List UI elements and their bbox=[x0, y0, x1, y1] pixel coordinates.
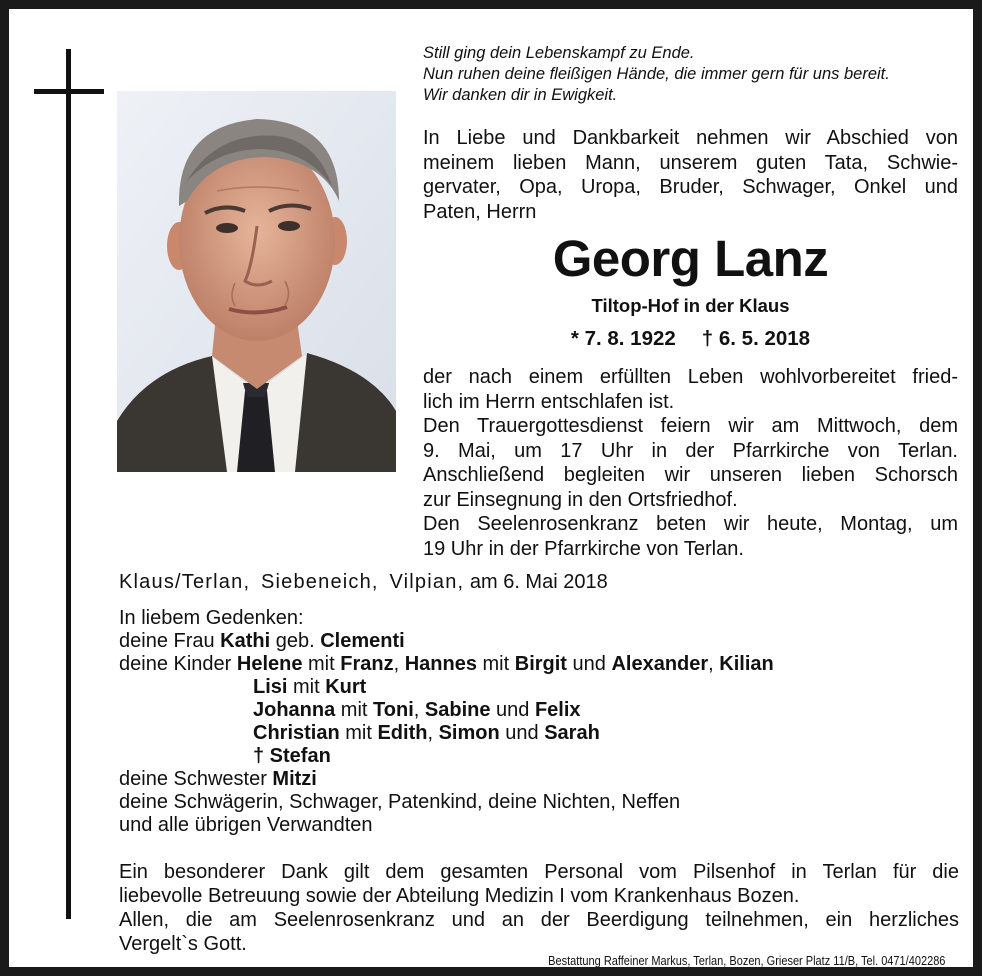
thanks-line: Allen, die am Seelenrosenkranz und an der Beerdigung teilnehmen, ein herzliches bbox=[119, 909, 959, 931]
body-line: Den Seelenrosenkranz beten wir heute, Montag, um bbox=[423, 513, 958, 535]
label: mit bbox=[302, 653, 341, 675]
thanks-line: liebevolle Betreuung sowie der Abteilung Medizin I vom Krankenhaus Bozen. bbox=[119, 885, 800, 907]
thanks-line: Ein besonderer Dank gilt dem gesamten Personal vom Pilsenhof in Terlan für die bbox=[119, 861, 959, 883]
quote-line: Wir danken dir in Ewigkeit. bbox=[423, 86, 618, 104]
family-child-row bbox=[119, 745, 959, 768]
grandchild-name: Edith bbox=[377, 722, 428, 744]
grandchild-name: Toni bbox=[373, 699, 414, 721]
location-date bbox=[119, 570, 679, 594]
family-wife bbox=[119, 630, 959, 653]
child-name: Alexander bbox=[611, 653, 709, 675]
label: , bbox=[427, 722, 439, 744]
label: mit bbox=[476, 653, 515, 675]
body-line: 19 Uhr in der Pfarrkirche von Terlan. bbox=[423, 537, 744, 560]
body-line: zur Einsegnung in den Ortsfriedhof. bbox=[423, 488, 738, 511]
death-date: † 6. 5. 2018 bbox=[701, 327, 811, 350]
label: und bbox=[490, 699, 535, 721]
child-name: Christian bbox=[253, 722, 340, 744]
family-relatives: deine Schwägerin, Schwager, Patenkind, deine Nichten, Neffen bbox=[119, 791, 681, 813]
cross-icon bbox=[66, 49, 71, 919]
deceased-name: Georg Lanz bbox=[552, 230, 829, 287]
cross-icon-bar bbox=[34, 89, 104, 94]
funeral-home-footer: Bestattung Raffeiner Markus, Terlan, Bozen, Grieser Platz 11/B, Tel. 0471/402286 bbox=[547, 954, 945, 968]
grandchild-name: Sarah bbox=[544, 722, 600, 744]
sister-name: Mitzi bbox=[272, 768, 317, 790]
label: , bbox=[393, 653, 405, 675]
partner-name: Franz bbox=[340, 653, 394, 675]
family-child-row bbox=[119, 722, 959, 745]
grandchild-name: Simon bbox=[438, 722, 500, 744]
body-line: der nach einem erfüllten Leben wohlvorbereitet fried- bbox=[423, 366, 958, 388]
thanks-line: Vergelt`s Gott. bbox=[119, 933, 247, 955]
partner-name: Birgit bbox=[514, 653, 567, 675]
birth-date: * 7. 8. 1922 bbox=[570, 327, 676, 350]
family-sister bbox=[119, 768, 959, 791]
quote-line: Nun ruhen deine fleißigen Hände, die immer gern für uns bereit. bbox=[423, 65, 890, 83]
intro-line: Paten, Herrn bbox=[423, 200, 537, 223]
quote-verse bbox=[423, 43, 963, 106]
child-name: Hannes bbox=[404, 653, 477, 675]
life-dates bbox=[423, 326, 958, 352]
label: mit bbox=[287, 676, 326, 698]
deceased-farm: Tiltop-Hof in der Klaus bbox=[591, 295, 790, 316]
grandchild-name: Felix bbox=[534, 699, 581, 721]
label: deine Frau bbox=[119, 630, 221, 652]
child-name: Johanna bbox=[253, 699, 336, 721]
label: und bbox=[566, 653, 612, 675]
child-name: Helene bbox=[236, 653, 303, 675]
child-name: Lisi bbox=[253, 676, 288, 698]
grandchild-name: Kilian bbox=[719, 653, 774, 675]
label: mit bbox=[339, 722, 378, 744]
label: deine Schwester bbox=[119, 768, 273, 790]
body-line: Anschließend begleiten wir unseren lieben Schorsch bbox=[423, 464, 958, 486]
label: deine Kinder bbox=[119, 653, 237, 675]
partner-name: Kurt bbox=[325, 676, 367, 698]
label: geb. bbox=[270, 630, 321, 652]
family-child-row bbox=[119, 676, 959, 699]
label: mit bbox=[335, 699, 374, 721]
body-line: Den Trauergottesdienst feiern wir am Mittwoch, dem bbox=[423, 415, 958, 437]
location-places: Klaus/Terlan, Siebeneich, Vilpian, bbox=[119, 571, 465, 593]
intro-paragraph bbox=[423, 126, 958, 224]
family-children bbox=[119, 653, 959, 676]
thanks-paragraph bbox=[119, 860, 959, 956]
family-child-row bbox=[119, 699, 959, 722]
family-relatives: und alle übrigen Verwandten bbox=[119, 814, 373, 836]
intro-line: In Liebe und Dankbarkeit nehmen wir Abschied von bbox=[423, 127, 958, 149]
intro-line: gervater, Opa, Uropa, Bruder, Schwager, Onkel und bbox=[423, 176, 958, 198]
notice-date: am 6. Mai 2018 bbox=[469, 571, 608, 593]
deceased-child-name: † Stefan bbox=[253, 745, 331, 767]
family-heading: In liebem Gedenken: bbox=[119, 607, 304, 629]
intro-line: meinem lieben Mann, unserem guten Tata, Schwie- bbox=[423, 151, 958, 174]
family-list bbox=[119, 607, 959, 837]
label: , bbox=[413, 699, 425, 721]
body-line: 9. Mai, um 17 Uhr in der Pfarrkirche von Terlan. bbox=[423, 439, 958, 462]
label: , bbox=[708, 653, 720, 675]
label: und bbox=[499, 722, 545, 744]
wife-maiden-name: Clementi bbox=[320, 630, 405, 652]
portrait-photo bbox=[117, 91, 396, 472]
service-details bbox=[423, 365, 958, 561]
quote-line: Still ging dein Lebenskampf zu Ende. bbox=[423, 44, 695, 62]
body-line: lich im Herrn entschlafen ist. bbox=[423, 390, 675, 413]
wife-name: Kathi bbox=[220, 630, 271, 652]
grandchild-name: Sabine bbox=[424, 699, 491, 721]
